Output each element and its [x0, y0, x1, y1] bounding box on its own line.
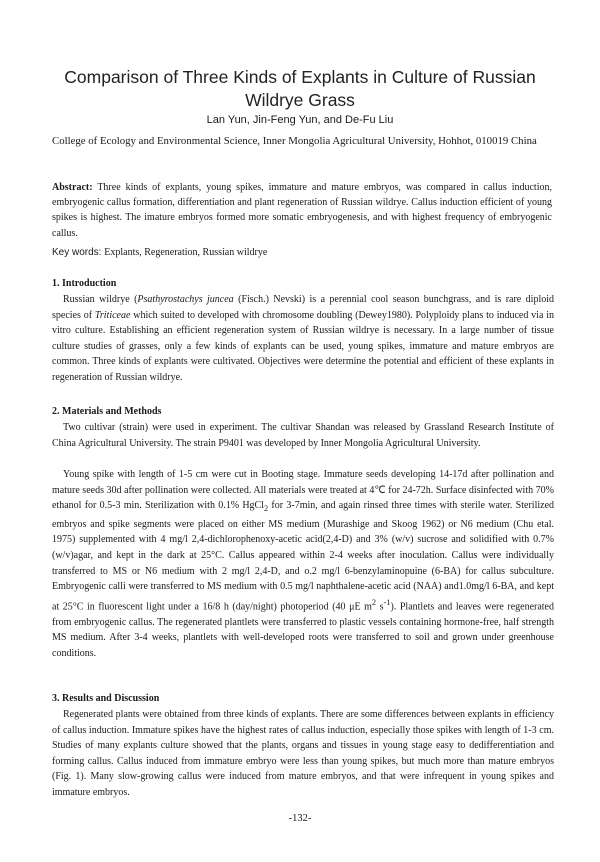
author-list: Lan Yun, Jin-Feng Yun, and De-Fu Liu [206, 114, 394, 126]
intro-paragraph [52, 292, 554, 386]
methods-paragraph-1: Two cultivar (strain) were used in experiment. The cultivar Shandan was released by Grassland Research Institute of China Agricultural University. The strain P9401 was developed by Inner Mongolia Agricultural University. [52, 422, 554, 449]
methods-text-2: for 3-7min, and again rinsed three times with sterile water. Sterilized embryos and spike segments were placed on either MS medium (Murashige and Skoog 1962) or N6 medium (Chu etal. 1975) supplemented with 4 mg/l 2,4-dichlorophenoxy-acetic acid(2,4-D) and 3% (w/v) sucrose and solidified with 0.7% (w/v)agar, and kept in the dark at 25°C. Callus appeared within 2-4 weeks after inoculation. Callus were individually transferred to MS or N6 medium with 2 mg/l 2,4-D, and o.2 mg/l 6-benzylaminopuine (6-BA) for callus subculture. Embryogenic calli were transferred to MS medium with 0.5 mg/l naphthalene-acetic acid (NAA) and1.0mg/l 6-BA, and kept at 25°C in fluorescent light under a 16/8 h (day/night) photoperiod (40 μE m [52, 500, 555, 613]
intro-text-2: (Fisch.) Nevski) is a perennial cool season bunchgrass, and is rare diploid species of [52, 294, 554, 321]
abstract-text: Three kinds of explants, young spikes, immature and mature embryos, was compared in callus induction, embryogenic callus formation, differentiation and plant regeneration of Russian wildrye. Callus induction efficient of young spikes is highest. The imature embryos formed more somatic embryogenesis, and with highest frequency of embryogenic callus. [52, 182, 552, 239]
superscript-minus-1: -1 [383, 597, 391, 607]
section-heading-results: 3. Results and Discussion [52, 693, 160, 704]
species-name: Psathyrostachys juncea [137, 294, 234, 305]
intro-text-3: which suited to developed with chromosome doubling (Dewey1980). Polyploidy plans to induced via in vitro culture. Establishing an efficient regeneration system of Russian wildrye is necessary. In a large number of tissue culture studies of grasses, only a few kinds of explants can be used, young spikes, immature and mature embryos are common. Three kinds of explants were cultivated. Objectives were determine the potential and efficient of these explants in regeneration of Russian wildrye. [52, 309, 554, 383]
abstract [52, 180, 552, 241]
page-number: -132- [288, 813, 312, 824]
methods-text-1: Young spike with length of 1-5 cm were cut in Booting stage. Immature seeds developing 14-17d after pollination and mature seeds 30d after pollination were collected. All materials were treated at 4℃ for 24-72h. Surface disinfected with 70% ethanol for 0.5-3 min. Sterilization with 0.1% HgCl [52, 469, 554, 512]
keywords-text: Explants, Regeneration, Russian wildrye [104, 247, 268, 258]
section-heading-introduction: 1. Introduction [52, 278, 117, 289]
methods-text-unit: s [376, 601, 384, 613]
intro-text-1: Russian wildrye ( [63, 294, 138, 305]
paper-title: Comparison of Three Kinds of Explants in Culture of Russian Wildrye Grass [64, 67, 536, 110]
section-heading-methods: 2. Materials and Methods [52, 406, 162, 417]
abstract-label: Abstract: [52, 182, 93, 193]
methods-text-3: ). Plantlets and leaves were regenerated from embryogenic callus. The regenerated plantlets were transferred to plastic vessels containing hormone-free, half strength MS medium. After 3-4 weeks, plantlets with well-developed roots were transferred to soil and grown under greenhouse conditions. [52, 601, 554, 659]
superscript-2: 2 [371, 597, 377, 607]
subscript-2: 2 [264, 504, 269, 514]
genus-name: Triticeae [94, 309, 131, 321]
keywords-label: Key words: [52, 247, 102, 258]
methods-paragraph-2 [52, 467, 554, 661]
results-paragraph: Regenerated plants were obtained from three kinds of explants. There are some differences between explants in efficiency of callus induction. Immature spikes have the highest rates of callus induction, especially those spikes with length of 1-3 cm. Studies of many explants culture showed that the plants, organs and tissues in young stage easy to dedifferentiation and forming callus. Callus induced from immature embryo were less than young spikes, but much more than mature embryos (Fig. 1). Many slow-growing callus were induced from mature embryos, and that were infrequent in young spikes and immature embryos. [52, 709, 554, 798]
affiliation: College of Ecology and Environmental Science, Inner Mongolia Agricultural University, Hohhot, 010019 China [52, 135, 537, 147]
keywords [52, 246, 552, 260]
